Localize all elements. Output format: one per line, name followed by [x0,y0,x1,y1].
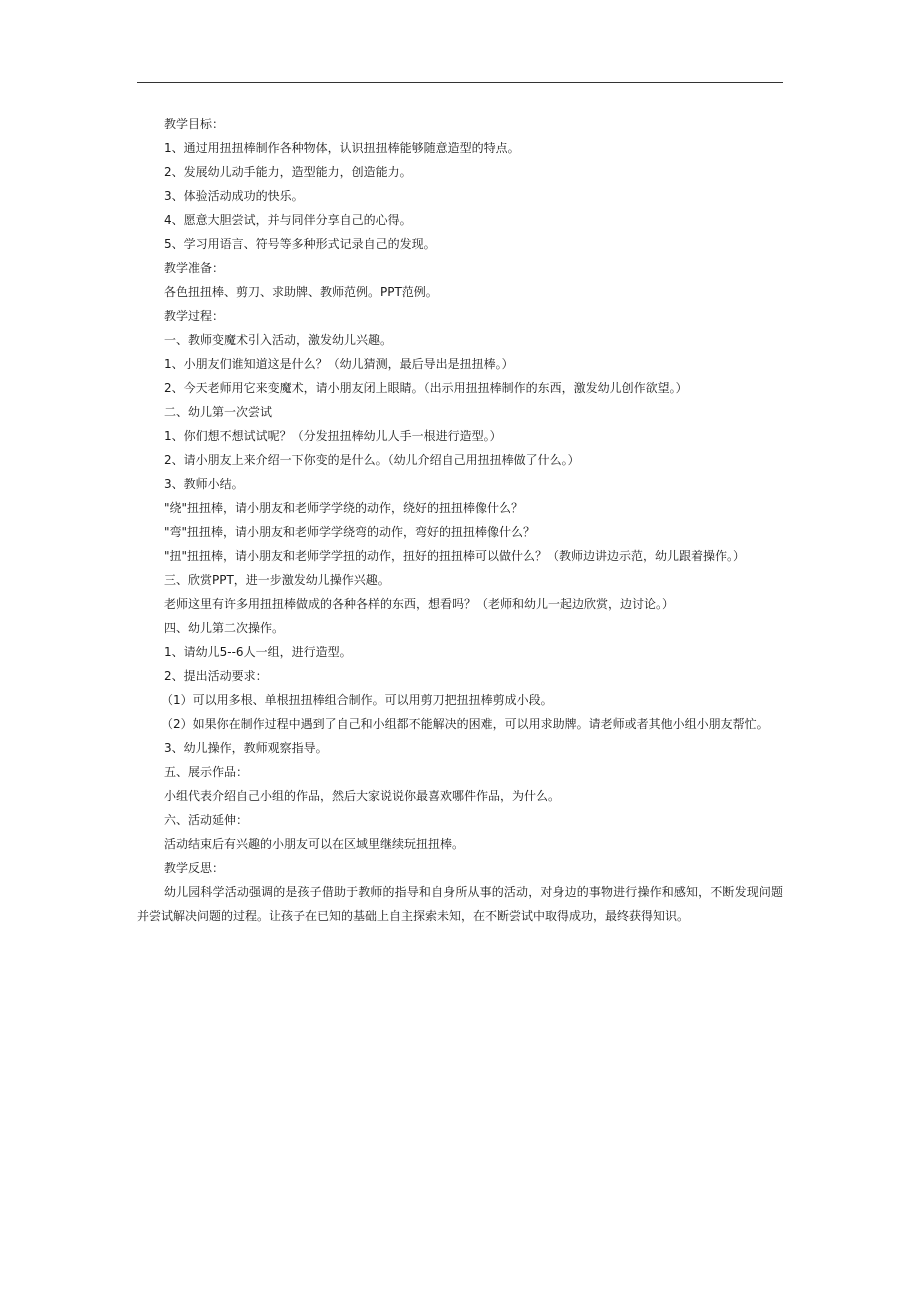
reflection-paragraph: 幼儿园科学活动强调的是孩子借助于教师的指导和自身所从事的活动，对身边的事物进行操作和感知，不断发现问题并尝试解决问题的过程。让孩子在已知的基础上自主探索未知，在不断尝试中取得成功，最终获得知识。 [137,885,783,923]
process-item: "弯"扭扭棒，请小朋友和老师学学绕弯的动作，弯好的扭扭棒像什么？ [164,525,536,539]
process-step-heading: 一、教师变魔术引入活动，激发幼儿兴趣。 [164,333,393,347]
goal-item: 5、学习用语言、符号等多种形式记录自己的发现。 [164,237,436,251]
requirement-item: （1）可以用多根、单根扭扭棒组合制作。可以用剪刀把扭扭棒剪成小段。 [161,693,553,707]
section-heading-goals: 教学目标： [164,117,225,131]
goal-item: 4、愿意大胆尝试，并与同伴分享自己的心得。 [164,213,412,227]
goal-item: 1、通过用扭扭棒制作各种物体，认识扭扭棒能够随意造型的特点。 [164,141,520,155]
process-item: "绕"扭扭棒，请小朋友和老师学学绕的动作，绕好的扭扭棒像什么？ [164,501,524,515]
process-item: 3、幼儿操作，教师观察指导。 [164,741,328,755]
process-step-heading: 三、欣赏PPT，进一步激发幼儿操作兴趣。 [164,573,390,587]
process-item: 老师这里有许多用扭扭棒做成的各种各样的东西，想看吗？（老师和幼儿一起边欣赏，边讨论。） [164,597,675,611]
process-item: 3、教师小结。 [164,477,244,491]
section-heading-process: 教学过程： [164,309,225,323]
process-item: 小组代表介绍自己小组的作品，然后大家说说你最喜欢哪件作品，为什么。 [164,789,561,803]
header-rule [137,82,783,83]
process-step-heading: 二、幼儿第一次尝试 [164,405,273,419]
process-item: 2、请小朋友上来介绍一下你变的是什么。（幼儿介绍自己用扭扭棒做了什么。） [164,453,580,467]
process-item: 1、你们想不想试试呢？（分发扭扭棒幼儿人手一根进行造型。） [164,429,502,443]
process-step-heading: 四、幼儿第二次操作。 [164,621,285,635]
section-heading-reflection: 教学反思： [164,861,225,875]
section-heading-preparation: 教学准备： [164,261,225,275]
process-step-heading: 五、展示作品： [164,765,249,779]
process-item: 2、提出活动要求： [164,669,268,683]
process-item: 1、小朋友们谁知道这是什么？（幼儿猜测，最后导出是扭扭棒。） [164,357,514,371]
preparation-text: 各色扭扭棒、剪刀、求助牌、教师范例。PPT范例。 [164,285,438,299]
process-step-heading: 六、活动延伸： [164,813,249,827]
document-body [137,112,783,928]
goal-item: 2、发展幼儿动手能力，造型能力，创造能力。 [164,165,412,179]
process-item: 活动结束后有兴趣的小朋友可以在区域里继续玩扭扭棒。 [164,837,465,851]
process-item: 1、请幼儿5--6人一组，进行造型。 [164,645,352,659]
process-item: "扭"扭扭棒，请小朋友和老师学学扭的动作，扭好的扭扭棒可以做什么？（教师边讲边示范，幼儿跟着操作。） [164,549,746,563]
goal-item: 3、体验活动成功的快乐。 [164,189,304,203]
requirement-item: （2）如果你在制作过程中遇到了自己和小组都不能解决的困难，可以用求助牌。请老师或者其他小组小朋友帮忙。 [161,717,769,731]
process-item: 2、今天老师用它来变魔术，请小朋友闭上眼睛。（出示用扭扭棒制作的东西，激发幼儿创作欲望。） [164,381,688,395]
